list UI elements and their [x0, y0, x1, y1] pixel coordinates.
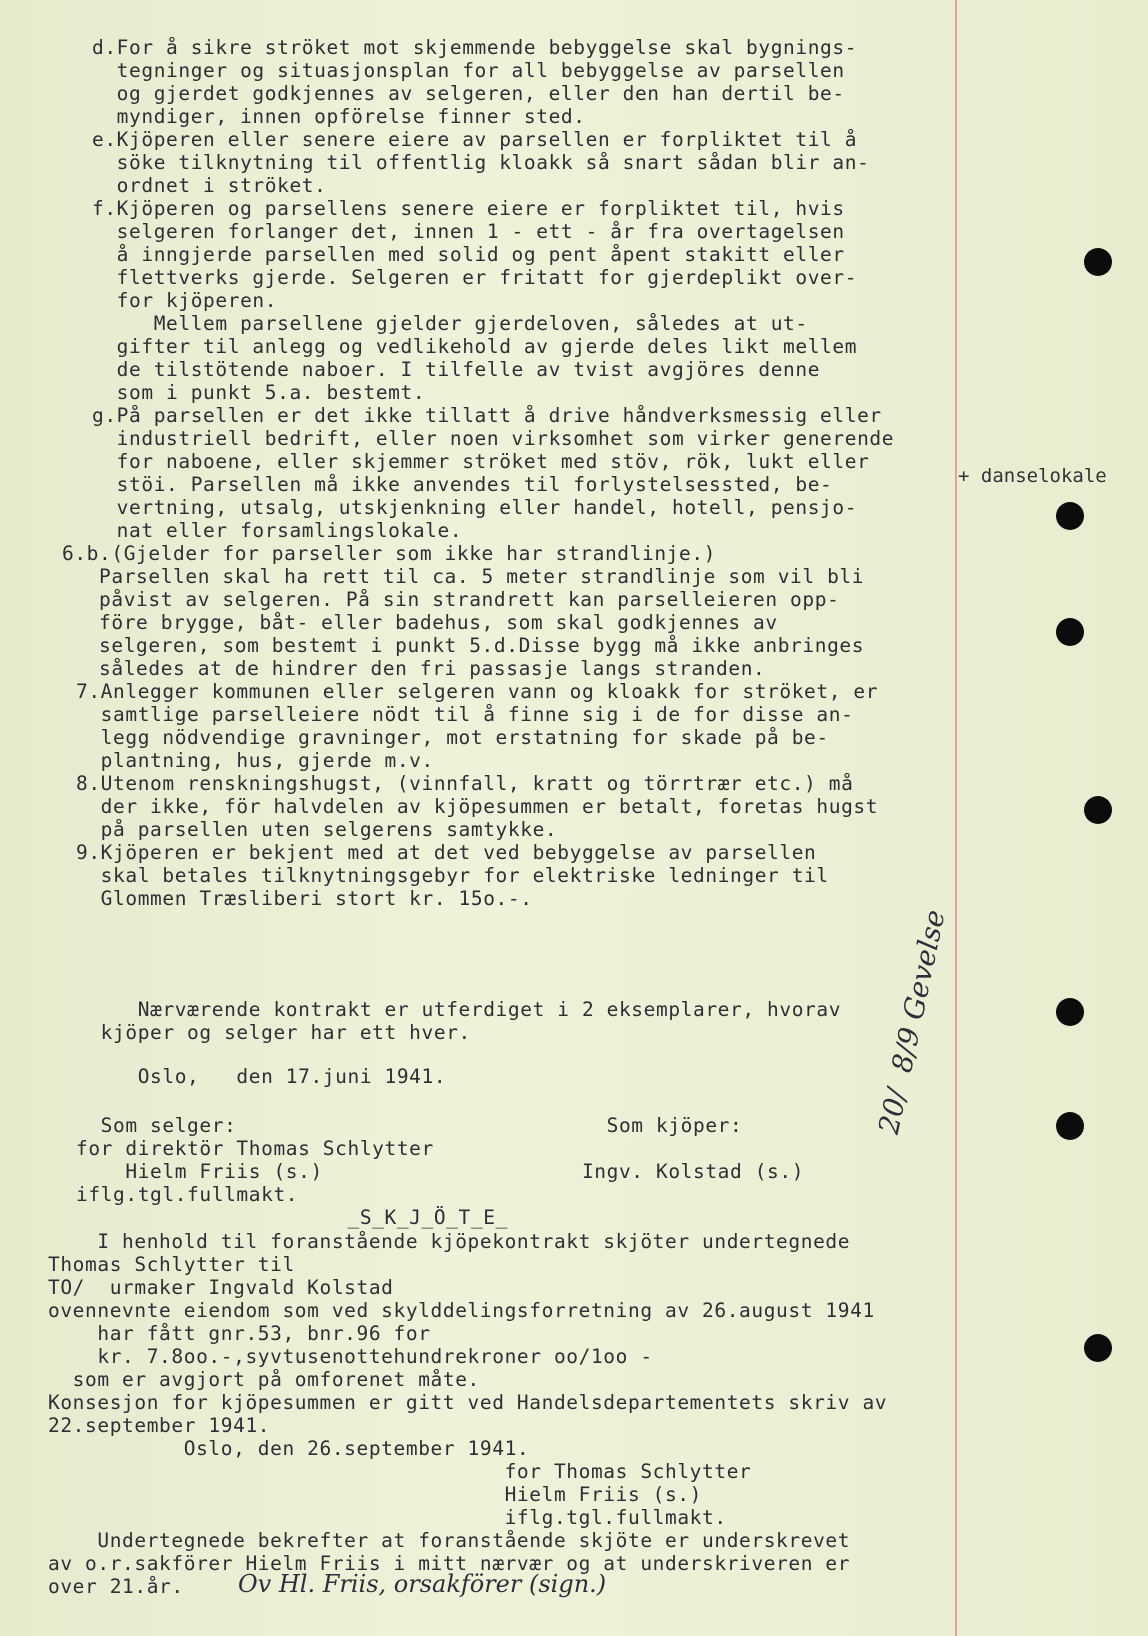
- punch-hole: [1056, 998, 1084, 1026]
- text-line: for direktör Thomas Schlytter: [76, 1137, 434, 1160]
- text-line: myndiger, innen opförelse finner sted.: [92, 105, 586, 128]
- text-line: f.Kjöperen og parsellens senere eiere er forpliktet til, hvis: [92, 197, 845, 220]
- text-line: 6.b.(Gjelder for parseller som ikke har strandlinje.): [62, 542, 717, 565]
- text-line: for naboene, eller skjemmer ströket med stöv, rök, lukt eller: [92, 450, 870, 473]
- text-line: på parsellen uten selgerens samtykke.: [76, 818, 558, 841]
- punch-hole: [1084, 248, 1112, 276]
- punch-hole: [1056, 502, 1084, 530]
- text-line: Mellem parsellene gjelder gjerdeloven, således at ut-: [92, 312, 808, 335]
- deed-title: _S_K_J_Ö_T_E_: [76, 1206, 508, 1229]
- text-line: å inngjerde parsellen med solid og pent åpent stakitt eller: [92, 243, 845, 266]
- margin-note: + danselokale: [958, 465, 1107, 487]
- text-line: iflg.tgl.fullmakt.: [76, 1183, 299, 1206]
- text-line: samtlige parselleiere nödt til å finne sig i de for disse an-: [76, 703, 854, 726]
- text-line: Nærværende kontrakt er utferdiget i 2 eksemplarer, hvorav: [76, 998, 842, 1021]
- text-line: Parsellen skal ha rett til ca. 5 meter strandlinje som vil bli: [62, 565, 865, 588]
- text-line: Som selger: Som kjöper:: [76, 1114, 743, 1137]
- text-line: selgeren forlanger det, innen 1 - ett - år fra overtagelsen: [92, 220, 845, 243]
- text-line: for Thomas Schlytter: [48, 1460, 752, 1483]
- text-line: 7.Anlegger kommunen eller selgeren vann og kloakk for ströket, er: [76, 680, 879, 703]
- text-line: har fått gnr.53, bnr.96 for: [48, 1322, 431, 1345]
- text-line: som er avgjort på omforenet måte.: [48, 1368, 480, 1391]
- text-line: som i punkt 5.a. bestemt.: [92, 381, 426, 404]
- text-line: for kjöperen.: [92, 289, 278, 312]
- text-line: 22.september 1941.: [48, 1414, 271, 1437]
- text-line: nat eller forsamlingslokale.: [92, 519, 463, 542]
- text-line: skal betales tilknytningsgebyr for elektriske ledninger til: [76, 864, 829, 887]
- text-line: selgeren, som bestemt i punkt 5.d.Disse bygg må ikke anbringes: [62, 634, 865, 657]
- text-line: söke tilknytning til offentlig kloakk så snart sådan blir an-: [92, 151, 870, 174]
- text-line: TO/ urmaker Ingvald Kolstad: [48, 1276, 394, 1299]
- text-line: de tilstötende naboer. I tilfelle av tvist avgjöres denne: [92, 358, 821, 381]
- text-line: Oslo, den 17.juni 1941.: [76, 1065, 447, 1088]
- margin-rule: [955, 0, 957, 1636]
- text-line: Oslo, den 26.september 1941.: [48, 1437, 530, 1460]
- text-line: 8.Utenom renskningshugst, (vinnfall, kratt og törrtrær etc.) må: [76, 772, 854, 795]
- text-line: g.På parsellen er det ikke tillatt å drive håndverksmessig eller: [92, 404, 882, 427]
- text-line: og gjerdet godkjennes av selgeren, eller den han dertil be-: [92, 82, 845, 105]
- margin-handwriting: 20/ 8/9 Gevelse: [872, 906, 952, 1137]
- text-line: ovennevnte eiendom som ved skylddelingsforretning av 26.august 1941: [48, 1299, 875, 1322]
- text-line: I henhold til foranstående kjöpekontrakt skjöter undertegnede: [48, 1230, 851, 1253]
- text-line: påvist av selgeren. På sin strandrett kan parselleieren opp-: [62, 588, 840, 611]
- text-line: plantning, hus, gjerde m.v.: [76, 749, 434, 772]
- text-line: Konsesjon for kjöpesummen er gitt ved Handelsdepartementets skriv av: [48, 1391, 888, 1414]
- text-line: Glommen Træsliberi stort kr. 15o.-.: [76, 887, 533, 910]
- punch-hole: [1084, 796, 1112, 824]
- text-line: tegninger og situasjonsplan for all bebyggelse av parsellen: [92, 59, 845, 82]
- text-line: kjöper og selger har ett hver.: [76, 1021, 471, 1044]
- punch-hole: [1084, 1334, 1112, 1362]
- text-line: ordnet i ströket.: [92, 174, 327, 197]
- text-line: iflg.tgl.fullmakt.: [48, 1506, 727, 1529]
- text-line: av o.r.sakförer Hielm Friis i mitt nærvær og at underskriveren er: [48, 1552, 851, 1575]
- text-line: der ikke, för halvdelen av kjöpesummen er betalt, foretas hugst: [76, 795, 879, 818]
- text-line: stöi. Parsellen må ikke anvendes til forlystelsessted, be-: [92, 473, 833, 496]
- text-line: over 21.år.: [48, 1575, 184, 1598]
- punch-hole: [1056, 618, 1084, 646]
- text-line: legg nödvendige gravninger, mot erstatning for skade på be-: [76, 726, 829, 749]
- text-line: industriell bedrift, eller noen virksomhet som virker generende: [92, 427, 895, 450]
- text-line: Hielm Friis (s.) Ingv. Kolstad (s.): [76, 1160, 805, 1183]
- text-line: Thomas Schlytter til: [48, 1253, 295, 1276]
- text-line: flettverks gjerde. Selgeren er fritatt for gjerdeplikt over-: [92, 266, 858, 289]
- text-line: e.Kjöperen eller senere eiere av parsellen er forpliktet til å: [92, 128, 858, 151]
- text-line: 9.Kjöperen er bekjent med at det ved bebyggelse av parsellen: [76, 841, 817, 864]
- text-line: före brygge, båt- eller badehus, som skal godkjennes av: [62, 611, 778, 634]
- text-line: kr. 7.8oo.-,syvtusenottehundrekroner oo/1oo -: [48, 1345, 653, 1368]
- text-line: Hielm Friis (s.): [48, 1483, 703, 1506]
- text-line: således at de hindrer den fri passasje langs stranden.: [62, 657, 766, 680]
- text-line: vertning, utsalg, utskjenkning eller handel, hotell, pensjo-: [92, 496, 858, 519]
- punch-hole: [1056, 1112, 1084, 1140]
- text-line: Undertegnede bekrefter at foranstående skjöte er underskrevet: [48, 1529, 851, 1552]
- text-line: d.For å sikre ströket mot skjemmende bebyggelse skal bygnings-: [92, 36, 858, 59]
- text-line: gifter til anlegg og vedlikehold av gjerde deles likt mellem: [92, 335, 858, 358]
- handwritten-signature: Ov Hl. Friis, orsakförer (sign.): [238, 1570, 607, 1598]
